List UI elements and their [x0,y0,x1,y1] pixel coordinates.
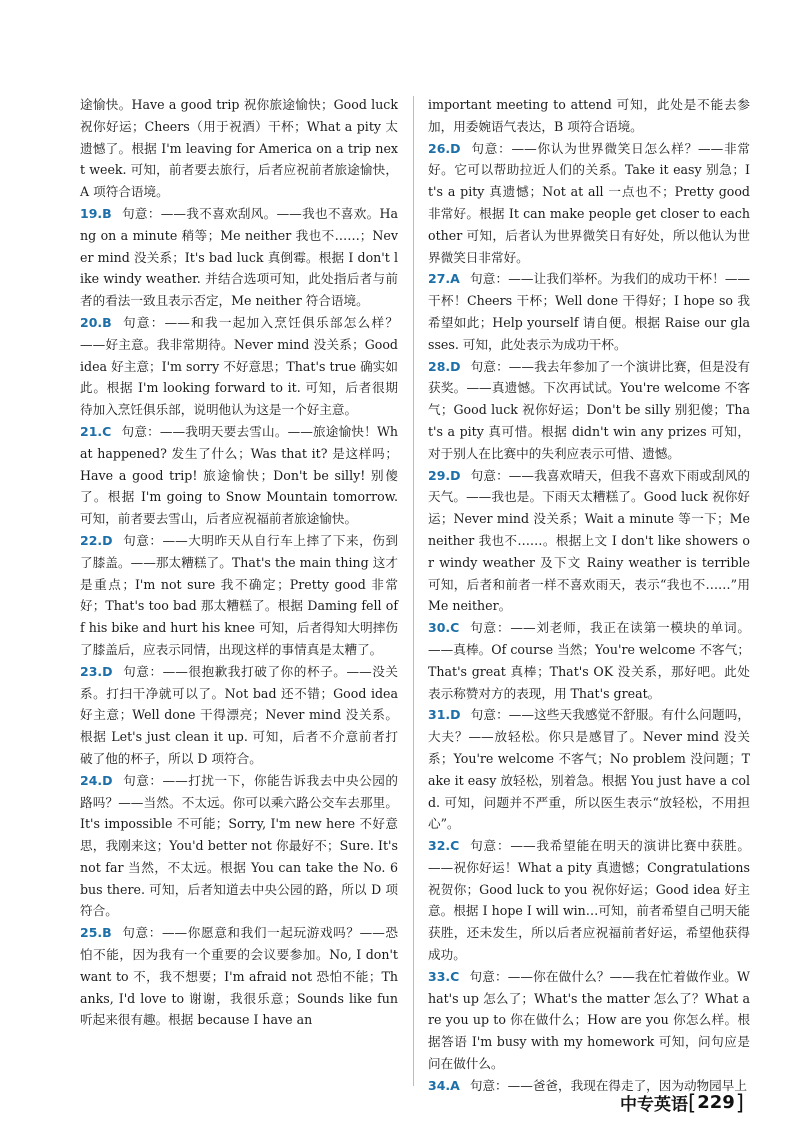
question-number: 29. [428,467,451,483]
answer-entry [428,704,750,835]
question-number: 21. [80,423,103,439]
answer-letter: D [102,663,113,679]
answer-entry [428,465,750,618]
answer-letter: D [450,358,461,374]
question-number: 25. [80,925,103,941]
answer-entry [428,94,750,138]
answer-entry [80,770,398,923]
explanation-text: 句意：——打扰一下，你能告诉我去中央公园的路吗？——当然。不太远。你可以乘六路公交车去那里。It's impossible 不可能；Sorry, I'm new here 不好意思，我刚来这；You'd better not 你最好不；Sure. It's not far 当然，不太远。根据 You can take the No. 6 bus there. 可知，后者知道去中央公园的路，所以 D 项符合。 [80,772,398,919]
explanation-text: 句意：——你在做什么？——我在忙着做作业。What's up 怎么了；What's the matter 怎么了？What are you up to 你在做什么；How are you 你怎么样。根据答语 I'm busy with my homework 可知，问句应是问在做什么。 [428,968,750,1072]
explanation-text: 句意：——我不喜欢刮风。——我也不喜欢。Hang on a minute 稍等；Me neither 我也不……；Never mind 没关系；It's bad luck 真倒霉。根据 I don't like windy weather. 并结合选项可知，此处指后者与前者的看法一致且表示否定，Me neither 符合语境。 [80,205,398,309]
question-number: 28. [428,358,451,374]
answer-letter: C [450,620,460,636]
explanation-text: 句意：——大明昨天从自行车上摔了下来，伤到了膝盖。——那太糟糕了。That's the main thing 这才是重点；I'm not sure 我不确定；Pretty good 非常好；That's too bad 那太糟糕了。根据 Daming fell off his bike and hurt his knee 可知，后者得知大明摔伤了膝盖后，应表示同情，出现这样的事情真是太糟了。 [80,532,398,657]
column-divider [413,96,414,1086]
footer-label: 中专英语 [620,1095,689,1115]
answer-entry [80,922,398,1031]
answer-entry [80,203,398,312]
answer-letter: A [450,271,460,287]
close-bracket-icon: ] [735,1090,744,1115]
question-number: 26. [428,140,451,156]
answer-letter: B [102,925,112,941]
question-number: 31. [428,707,451,723]
question-number: 22. [80,532,103,548]
answer-entry [80,94,398,203]
explanation-text: important meeting to attend 可知，此处是不能去参加，用委婉语气表达，B 项符合语境。 [428,97,750,134]
question-number: 33. [428,968,451,984]
question-number: 27. [428,271,451,287]
explanation-text: 句意：——我希望能在明天的演讲比赛中获胜。——祝你好运！What a pity 真遗憾；Congratulations 祝贺你；Good luck to you 祝你好运；Good idea 好主意。根据 I hope I will win…可知，前者希望自己明天能获胜，还未发生，所以后者应祝福前者好运，希望他获得成功。 [428,838,750,963]
left-column [80,94,398,1031]
question-number: 23. [80,663,103,679]
explanation-text: 句意：——刘老师，我正在读第一模块的单词。——真棒。Of course 当然；You're welcome 不客气；That's great 真棒；That's OK 没关系，那好吧。此处表示称赞对方的表现，用 That's great。 [428,620,750,701]
question-number: 19. [80,205,103,221]
open-bracket-icon: [ [688,1090,697,1115]
answer-entry [80,530,398,661]
answer-entry [80,312,398,421]
explanation-text: 句意：——和我一起加入烹饪俱乐部怎么样？——好主意。我非常期待。Never mind 没关系；Good idea 好主意；I'm sorry 不好意思；That's true 确实如此。根据 I'm looking forward to it. 可知，后者很期待加入烹饪俱乐部，说明他认为这是一个好主意。 [80,314,398,418]
explanation-text: 句意：——爸爸，我现在得走了，因为动物园早上 [469,1077,747,1093]
question-number: 30. [428,620,451,636]
answer-entry [428,268,750,355]
answer-letter: D [102,532,113,548]
explanation-text: 句意：——让我们举杯。为我们的成功干杯！——干杯！Cheers 干杯；Well done 干得好；I hope so 我希望如此；Help yourself 请自便。根据 Raise our glasses. 可知，此处表示为成功干杯。 [428,271,750,352]
explanation-text: 途愉快。Have a good trip 祝你旅途愉快；Good luck 祝你好运；Cheers（用于祝酒）干杯；What a pity 太遗憾了。根据 I'm leaving for America on a trip next week. 可知，前者要去旅行，后者应祝前者旅途愉快，A 项符合语境。 [80,97,398,200]
answer-letter: B [102,314,112,330]
explanation-text: 句意：——你愿意和我们一起玩游戏吗？——恐怕不能，因为我有一个重要的会议要参加。No, I don't want to 不，我不想要；I'm afraid not 恐怕不能；Thanks, I'd love to 谢谢，我很乐意；Sounds like fun 听起来很有趣。根据 because I have an [80,925,398,1028]
answer-entry [428,356,750,465]
answer-letter: D [450,467,461,483]
page-number: 229 [697,1092,735,1113]
answer-letter: B [102,205,112,221]
answer-letter: D [450,140,461,156]
answer-letter: C [450,968,460,984]
answer-entry [428,617,750,704]
explanation-text: 句意：——这些天我感觉不舒服。有什么问题吗，大夫？——放轻松。你只是感冒了。Never mind 没关系；You're welcome 不客气；No problem 没问题；Take it easy 放轻松，别着急。根据 You just have a cold. 可知，问题并不严重，所以医生表示“放轻松，不用担心”。 [428,707,750,832]
explanation-text: 句意：——我喜欢晴天，但我不喜欢下雨或刮风的天气。——我也是。下雨天太糟糕了。Good luck 祝你好运；Never mind 没关系；Wait a minute 等一下；Me neither 我也不……。根据上文 I don't like showers or windy weather 及下文 Rainy weather is terrible 可知，后者和前者一样不喜欢雨天，表示“我也不……”用 Me neither。 [428,467,750,614]
question-number: 20. [80,314,103,330]
answer-letter: C [102,423,112,439]
explanation-text: 句意：——我去年参加了一个演讲比赛，但是没有获奖。——真遗憾。下次再试试。You're welcome 不客气；Good luck 祝你好运；Don't be silly 别犯傻；That's a pity 真可惜。根据 didn't win any prizes 可知，对于别人在比赛中的失利应表示可惜、遗憾。 [428,358,750,461]
answer-entry [428,835,750,966]
explanation-text: 句意：——很抱歉我打破了你的杯子。——没关系。打扫干净就可以了。Not bad 还不错；Good idea 好主意；Well done 干得漂亮；Never mind 没关系。根据 Let's just clean it up. 可知，后者不介意前者打破了他的杯子，所以 D 项符合。 [80,663,398,766]
question-number: 24. [80,772,103,788]
answer-letter: D [450,707,461,723]
answer-entry [428,966,750,1075]
page-footer [620,1090,744,1115]
question-number: 32. [428,838,451,854]
question-number: 34. [428,1077,451,1093]
answer-letter: D [102,772,113,788]
answer-entry [428,138,750,269]
explanation-text: 句意：——你认为世界微笑日怎么样？——非常好。它可以帮助拉近人们的关系。Take it easy 别急；It's a pity 真遗憾；Not at all 一点也不；Pretty good 非常好。根据 It can make people get closer to each other 可知，后者认为世界微笑日有好处，所以他认为世界微笑日非常好。 [428,140,750,265]
answer-entry [80,421,398,530]
answer-entry [80,661,398,770]
answer-letter: A [450,1077,460,1093]
answer-letter: C [450,838,460,854]
explanation-text: 句意：——我明天要去雪山。——旅途愉快！What happened? 发生了什么；Was that it? 是这样吗；Have a good trip! 旅途愉快；Don't be silly! 别傻了。根据 I'm going to Snow Mountain tomorrow. 可知，前者要去雪山，后者应祝福前者旅途愉快。 [80,423,398,527]
right-column [428,94,750,1097]
